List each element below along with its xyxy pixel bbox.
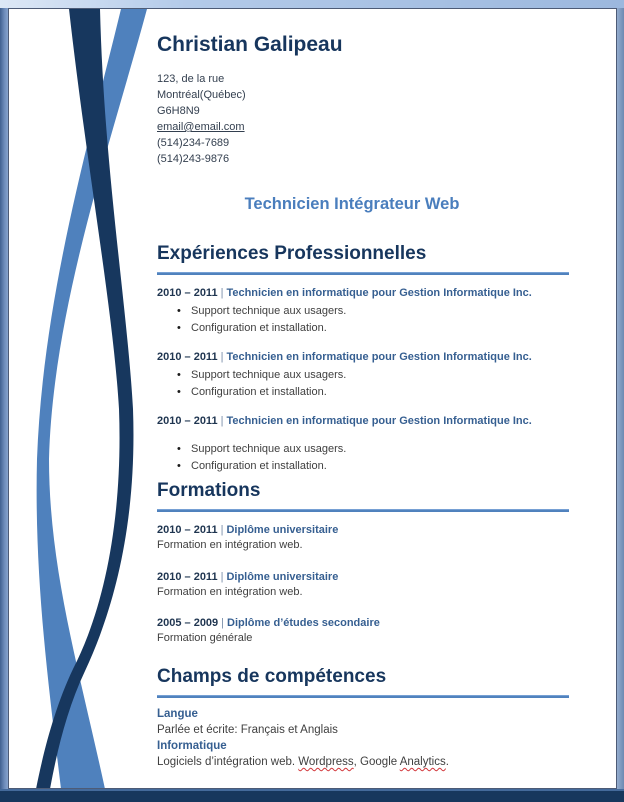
formation-description: Formation générale bbox=[157, 632, 253, 644]
entry-period: 2010 – 2011 bbox=[157, 287, 218, 299]
email-link[interactable]: email@email.com bbox=[157, 121, 245, 133]
decorative-ribbons bbox=[9, 9, 179, 789]
formation-entry bbox=[157, 570, 569, 601]
section-rule bbox=[157, 509, 569, 512]
bullet-item: • Configuration et installation. bbox=[157, 384, 569, 401]
bullet-item: • Support technique aux usagers. bbox=[157, 303, 569, 320]
section-heading-competences: Champs de compétences bbox=[157, 665, 387, 687]
section-heading-formations: Formations bbox=[157, 480, 261, 501]
formation-description: Formation en intégration web. bbox=[157, 539, 303, 551]
entry-period: 2010 – 2011 bbox=[157, 415, 218, 427]
competence-text-language: Parlée et écrite: Français et Anglais bbox=[157, 723, 338, 736]
viewer-edge-right bbox=[617, 8, 624, 789]
viewer-edge-top bbox=[0, 0, 624, 8]
job-title: Technicien Intégrateur Web bbox=[244, 195, 460, 213]
entry-bullets bbox=[157, 441, 569, 475]
experience-entry bbox=[157, 350, 569, 401]
competence-label-it: Informatique bbox=[157, 739, 227, 752]
entry-separator: | bbox=[220, 351, 224, 363]
phone-number: (514)234-7689 bbox=[157, 137, 230, 149]
address-line: 123, de la rue bbox=[157, 73, 225, 85]
misspelled-word: Analytics bbox=[399, 756, 446, 769]
entry-title: Technicien en informatique pour Gestion Informatique Inc. bbox=[226, 287, 532, 299]
formation-entry bbox=[157, 616, 569, 647]
bullet-item: • Support technique aux usagers. bbox=[157, 367, 569, 384]
it-text-lead: Logiciels d’intégration web. bbox=[157, 756, 299, 769]
section-heading-experience: Expériences Professionnelles bbox=[157, 243, 427, 264]
address-line: G6H8N9 bbox=[157, 105, 200, 117]
entry-separator: | bbox=[220, 570, 224, 583]
address-line: Montréal(Québec) bbox=[157, 89, 246, 101]
entry-separator: | bbox=[220, 524, 224, 536]
entry-separator: | bbox=[221, 617, 225, 629]
entry-period: 2010 – 2011 bbox=[157, 524, 218, 536]
section-rule bbox=[157, 695, 569, 698]
bullet-item: • Configuration et installation. bbox=[157, 458, 569, 475]
misspelled-word: Wordpress bbox=[298, 756, 354, 769]
entry-title: Diplôme universitaire bbox=[226, 570, 339, 583]
entry-bullets bbox=[157, 303, 569, 337]
phone-number: (514)243-9876 bbox=[157, 153, 230, 165]
experience-entry bbox=[157, 286, 569, 337]
entry-title: Diplôme universitaire bbox=[226, 524, 339, 536]
entry-period: 2010 – 2011 bbox=[157, 351, 218, 363]
formation-entry bbox=[157, 523, 569, 554]
entry-period: 2005 – 2009 bbox=[157, 617, 219, 629]
entry-bullets bbox=[157, 367, 569, 401]
bullet-item: • Support technique aux usagers. bbox=[157, 441, 569, 458]
document-page bbox=[8, 8, 617, 789]
viewer-edge-left bbox=[0, 8, 8, 789]
experience-entry bbox=[157, 414, 569, 475]
it-text-end: . bbox=[445, 756, 449, 769]
person-name: Christian Galipeau bbox=[157, 33, 343, 56]
entry-separator: | bbox=[220, 287, 224, 299]
entry-title: Technicien en informatique pour Gestion Informatique Inc. bbox=[226, 415, 532, 427]
resume-content bbox=[157, 9, 569, 770]
formation-description: Formation en intégration web. bbox=[157, 585, 303, 598]
entry-period: 2010 – 2011 bbox=[157, 570, 218, 583]
contact-block bbox=[157, 71, 569, 167]
entry-separator: | bbox=[220, 415, 224, 427]
entry-title: Diplôme d’études secondaire bbox=[227, 617, 380, 629]
it-text-mid: , Google bbox=[353, 756, 400, 769]
viewer-edge-bottom bbox=[0, 789, 624, 802]
bullet-item: • Configuration et installation. bbox=[157, 320, 569, 337]
competence-text-it bbox=[157, 754, 569, 770]
section-rule bbox=[157, 272, 569, 275]
competence-label-language: Langue bbox=[157, 707, 198, 720]
entry-title: Technicien en informatique pour Gestion Informatique Inc. bbox=[226, 351, 532, 363]
